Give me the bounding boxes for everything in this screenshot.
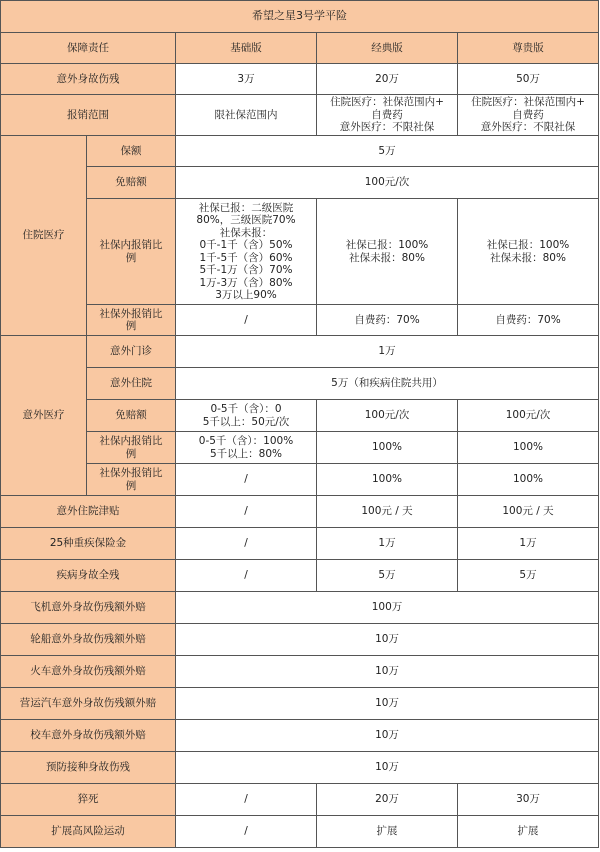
cell-all: 5万 [176, 136, 599, 167]
header-premium: 尊贵版 [458, 33, 599, 64]
label-line: 例 [125, 320, 137, 332]
row-label: 免赔额 [87, 167, 176, 199]
table-row [1, 368, 599, 400]
table-row [1, 688, 599, 720]
table-row [1, 464, 599, 496]
cell-classic: 100元 / 天 [317, 496, 458, 528]
row-label: 猝死 [1, 784, 176, 816]
cell-line: 0-5千（含）：100% [198, 435, 294, 447]
cell-all: 10万 [176, 624, 599, 656]
row-label: 25种重疾保险金 [1, 528, 176, 560]
table-row [1, 592, 599, 624]
table-row [1, 95, 599, 136]
row-label [87, 305, 176, 336]
cell-classic: 100% [317, 432, 458, 464]
cell-line: 自费药 [371, 108, 403, 121]
row-label: 保额 [87, 136, 176, 167]
row-label: 意外住院 [87, 368, 176, 400]
cell-line: 社保已报：100% [486, 239, 570, 251]
table-row [1, 560, 599, 592]
header-basic: 基础版 [176, 33, 317, 64]
cell-basic: 限社保范围内 [176, 95, 317, 136]
row-label: 飞机意外身故伤残额外赔 [1, 592, 176, 624]
table-row [1, 720, 599, 752]
row-label: 意外门诊 [87, 336, 176, 368]
cell-all: 100元/次 [176, 167, 599, 199]
row-label: 校车意外身故伤残额外赔 [1, 720, 176, 752]
row-label: 报销范围 [1, 95, 176, 136]
table-row [1, 784, 599, 816]
cell-premium [458, 95, 599, 136]
table-row [1, 656, 599, 688]
row-label: 扩展高风险运动 [1, 816, 176, 848]
table-row [1, 432, 599, 464]
cell-line: 1万-3万（含）80% [199, 276, 293, 289]
cell-line: 0-5千（含）：0 [210, 403, 282, 415]
cell-classic: 20万 [317, 64, 458, 95]
cell-basic: / [176, 816, 317, 848]
cell-all: 1万 [176, 336, 599, 368]
cell-line: 意外医疗：不限社保 [339, 121, 435, 134]
cell-classic: 20万 [317, 784, 458, 816]
title-row [1, 1, 599, 33]
cell-classic: 扩展 [317, 816, 458, 848]
cell-premium: 30万 [458, 784, 599, 816]
group-label-accident-medical: 意外医疗 [1, 336, 87, 496]
label-line: 例 [125, 251, 137, 264]
cell-basic: / [176, 560, 317, 592]
cell-line: 5千以上：50元/次 [202, 415, 290, 428]
label-line: 社保外报销比 [99, 307, 163, 320]
cell-premium [458, 199, 599, 305]
cell-basic: 3万 [176, 64, 317, 95]
cell-classic [317, 95, 458, 136]
cell-all: 10万 [176, 688, 599, 720]
row-label [87, 432, 176, 464]
row-label: 意外住院津贴 [1, 496, 176, 528]
cell-basic [176, 199, 317, 305]
label-line: 社保外报销比 [99, 467, 163, 479]
cell-line: 3万以上90% [215, 289, 277, 301]
cell-line: 80%，三级医院70% [196, 214, 296, 226]
row-label: 营运汽车意外身故伤残额外赔 [1, 688, 176, 720]
table-row [1, 816, 599, 848]
label-line: 社保内报销比 [99, 239, 163, 251]
cell-premium: 100% [458, 464, 599, 496]
row-label: 意外身故伤残 [1, 64, 176, 95]
cell-all: 10万 [176, 656, 599, 688]
cell-basic: / [176, 305, 317, 336]
cell-classic: 100% [317, 464, 458, 496]
cell-premium: 50万 [458, 64, 599, 95]
cell-line: 住院医疗：社保范围内+ [471, 96, 585, 109]
table-row [1, 64, 599, 95]
table-row [1, 400, 599, 432]
cell-classic: 自费药：70% [317, 305, 458, 336]
cell-classic: 100元/次 [317, 400, 458, 432]
label-line: 例 [125, 479, 137, 492]
table-row [1, 496, 599, 528]
row-label: 疾病身故全残 [1, 560, 176, 592]
cell-line: 住院医疗：社保范围内+ [330, 96, 444, 109]
cell-line: 0千-1千（含）50% [199, 239, 293, 251]
cell-premium: 100元 / 天 [458, 496, 599, 528]
cell-basic [176, 432, 317, 464]
cell-all: 10万 [176, 752, 599, 784]
cell-basic: / [176, 784, 317, 816]
label-line: 例 [125, 447, 137, 460]
row-label [87, 464, 176, 496]
cell-basic: / [176, 496, 317, 528]
header-coverage: 保障责任 [1, 33, 176, 64]
label-line: 社保内报销比 [99, 435, 163, 447]
cell-line: 社保未报： [219, 226, 273, 239]
table-title: 希望之星3号学平险 [1, 1, 599, 33]
group-label-hospital: 住院医疗 [1, 136, 87, 336]
cell-premium: 自费药：70% [458, 305, 599, 336]
cell-premium: 100% [458, 432, 599, 464]
cell-basic: / [176, 464, 317, 496]
cell-line: 社保未报：80% [349, 251, 425, 264]
cell-line: 5千-1万（含）70% [199, 264, 293, 276]
row-label [87, 199, 176, 305]
cell-classic: 5万 [317, 560, 458, 592]
table-row [1, 528, 599, 560]
table-row [1, 305, 599, 336]
row-label: 免赔额 [87, 400, 176, 432]
table-row [1, 752, 599, 784]
cell-premium: 扩展 [458, 816, 599, 848]
cell-line: 社保已报：二级医院 [198, 201, 294, 214]
row-label: 轮船意外身故伤残额外赔 [1, 624, 176, 656]
cell-basic: / [176, 528, 317, 560]
cell-line: 社保未报：80% [490, 251, 566, 264]
row-label: 火车意外身故伤残额外赔 [1, 656, 176, 688]
cell-classic: 1万 [317, 528, 458, 560]
row-label: 预防接种身故伤残 [1, 752, 176, 784]
cell-line: 意外医疗：不限社保 [480, 121, 576, 134]
table-row [1, 167, 599, 199]
cell-line: 自费药 [512, 108, 544, 121]
table-row [1, 199, 599, 305]
cell-all: 10万 [176, 720, 599, 752]
table-row [1, 136, 599, 167]
cell-all: 5万（和疾病住院共用） [176, 368, 599, 400]
cell-classic [317, 199, 458, 305]
cell-basic [176, 400, 317, 432]
cell-line: 5千以上：80% [209, 447, 283, 460]
table-row [1, 336, 599, 368]
cell-premium: 1万 [458, 528, 599, 560]
cell-premium: 5万 [458, 560, 599, 592]
cell-premium: 100元/次 [458, 400, 599, 432]
cell-all: 100万 [176, 592, 599, 624]
cell-line: 1千-5千（含）60% [199, 251, 293, 264]
header-classic: 经典版 [317, 33, 458, 64]
header-row [1, 33, 599, 64]
table-row [1, 624, 599, 656]
cell-line: 社保已报：100% [345, 239, 429, 251]
